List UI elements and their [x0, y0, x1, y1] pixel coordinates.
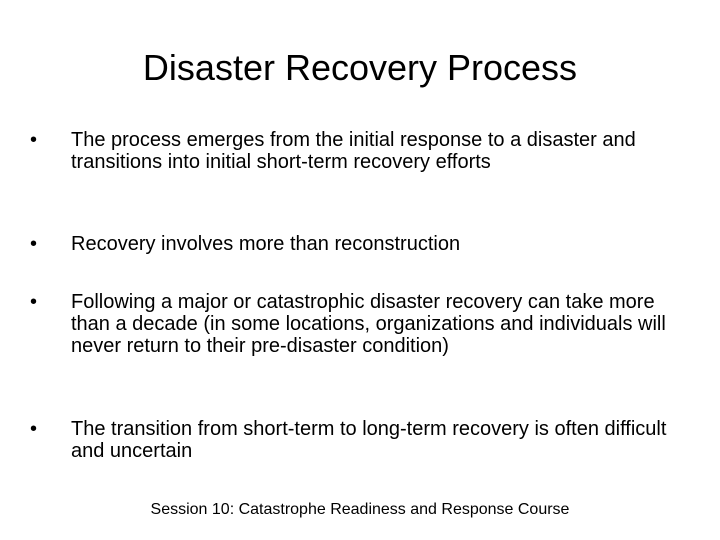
slide-footer: Session 10: Catastrophe Readiness and Response Course [150, 501, 570, 518]
bullet-marker: • [30, 418, 38, 440]
bullet-marker: • [30, 291, 38, 313]
bullet-text: The process emerges from the initial response to a disaster and transitions into initial short-term recovery efforts [71, 129, 636, 173]
bullet-text: Following a major or catastrophic disaster recovery can take more than a decade (in some locations, organizations and individuals will never return to their pre-disaster condition) [71, 291, 666, 357]
bullet-item [30, 418, 690, 462]
bullet-marker: • [30, 129, 38, 151]
bullet-text: The transition from short-term to long-term recovery is often difficult and uncertain [71, 418, 667, 462]
bullet-marker: • [30, 233, 38, 255]
bullet-text: Recovery involves more than reconstruction [71, 233, 461, 255]
slide-title: Disaster Recovery Process [142, 47, 578, 88]
bullet-item [30, 129, 690, 173]
bullet-item [30, 233, 690, 255]
bullet-item [30, 291, 690, 357]
